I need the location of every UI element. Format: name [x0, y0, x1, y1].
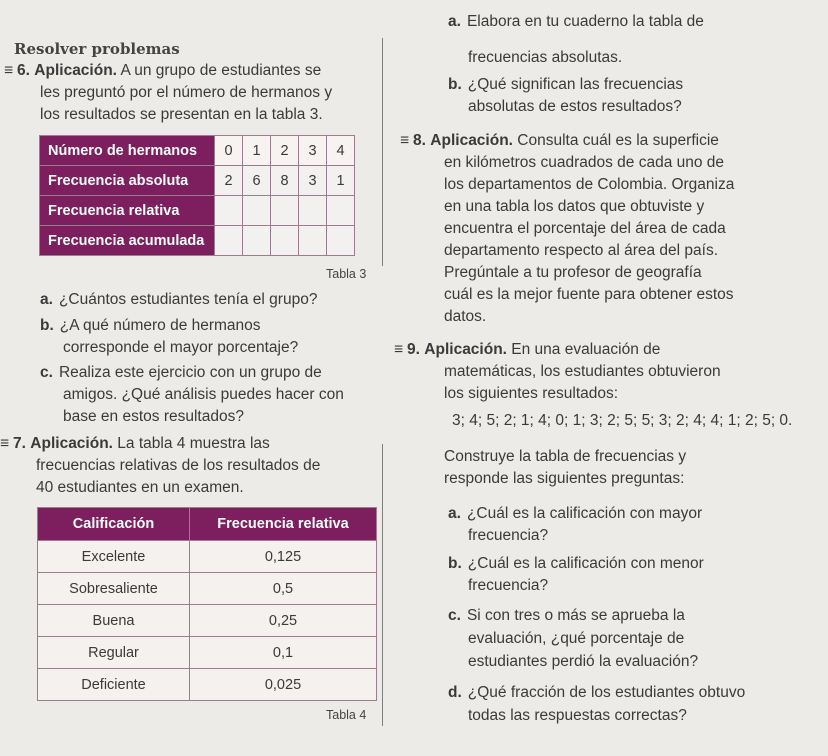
table-cell: 0,5 — [190, 573, 377, 605]
table-3 — [39, 135, 355, 256]
exercise-9a-line-2: frecuencia? — [468, 527, 549, 544]
exercise-heading: Aplicación. — [34, 62, 117, 79]
item-label: a. — [448, 505, 461, 522]
exercise-number: 9. — [407, 341, 420, 358]
exercise-text: A un grupo de estudiantes se — [120, 62, 322, 79]
item-b-line-2: absolutas de estos resultados? — [468, 98, 682, 115]
column-divider-bottom — [382, 444, 383, 726]
table-cell: Deficiente — [38, 669, 190, 701]
menu-icon: ≡ — [400, 132, 410, 149]
table-cell — [327, 226, 355, 256]
table-row — [38, 605, 377, 637]
item-label: b. — [448, 555, 462, 572]
exercise-9-title-line — [394, 339, 660, 362]
exercise-text: La tabla 4 muestra las — [117, 435, 270, 452]
exercise-9c-line-2: evaluación, ¿qué porcentaje de — [468, 630, 685, 647]
table-cell: 4 — [327, 136, 355, 166]
exercise-6b-line-2: corresponde el mayor porcentaje? — [63, 339, 299, 356]
exercise-9-data: 3; 4; 5; 2; 1; 4; 0; 1; 3; 2; 5; 5; 3; 2; 4; 4; 1; 2; 5; 0. — [452, 412, 793, 429]
table-cell: 0,025 — [190, 669, 377, 701]
item-label: a. — [448, 13, 461, 30]
table-row — [38, 541, 377, 573]
table-row — [38, 637, 377, 669]
item-text: Si con tres o más se aprueba la — [466, 607, 685, 624]
table-cell — [271, 196, 299, 226]
item-text: ¿Cuál es la calificación con mayor — [466, 505, 703, 522]
table-4-caption: Tabla 4 — [326, 708, 367, 722]
exercise-6-line-2: les preguntó por el número de hermanos y — [40, 84, 333, 101]
table-cell — [327, 196, 355, 226]
item-label: a. — [40, 291, 53, 308]
table-cell: 2 — [215, 166, 243, 196]
table-cell: 3 — [299, 166, 327, 196]
menu-icon: ≡ — [4, 62, 14, 79]
exercise-number: 8. — [413, 132, 426, 149]
exercise-number: 6. — [17, 62, 30, 79]
column-divider-top — [382, 38, 383, 266]
exercise-9-instruction-2: responde las siguientes preguntas: — [444, 470, 685, 487]
table-row — [38, 573, 377, 605]
exercise-9-instruction-1: Construye la tabla de frecuencias y — [444, 448, 687, 465]
exercise-text: En una evaluación de — [511, 341, 661, 358]
table-row — [40, 136, 355, 166]
exercise-9b — [448, 553, 704, 576]
exercise-8-line-2: en kilómetros cuadrados de cada uno de — [444, 154, 725, 171]
exercise-8-line-3: los departamentos de Colombia. Organiza — [444, 176, 735, 193]
table-cell — [215, 196, 243, 226]
exercise-9c — [448, 605, 685, 628]
item-label: c. — [40, 364, 53, 381]
exercise-heading: Aplicación. — [30, 435, 113, 452]
row-header: Número de hermanos — [40, 136, 215, 166]
table-cell — [243, 196, 271, 226]
exercise-9a — [448, 503, 702, 526]
item-text: ¿Qué significan las frecuencias — [467, 76, 684, 93]
exercise-7-line-3: 40 estudiantes en un examen. — [36, 479, 244, 496]
exercise-number: 7. — [13, 435, 26, 452]
table-cell — [215, 226, 243, 256]
item-text: Realiza este ejercicio con un grupo de — [58, 364, 322, 381]
exercise-9d-line-2: todas las respuestas correctas? — [468, 707, 687, 724]
exercise-heading: Aplicación. — [430, 132, 513, 149]
table-cell: Excelente — [38, 541, 190, 573]
item-label: b. — [40, 317, 54, 334]
exercise-6a — [40, 289, 317, 312]
exercise-6-title-line — [4, 60, 321, 83]
table-cell — [243, 226, 271, 256]
column-header: Calificación — [38, 508, 190, 541]
exercise-9-line-2: matemáticas, los estudiantes obtuvieron — [444, 363, 721, 380]
table-cell: 0,25 — [190, 605, 377, 637]
table-cell: 1 — [327, 166, 355, 196]
exercise-heading: Aplicación. — [424, 341, 507, 358]
table-cell — [299, 226, 327, 256]
item-text: ¿Cuál es la calificación con menor — [467, 555, 704, 572]
row-header: Frecuencia absoluta — [40, 166, 215, 196]
exercise-7-line-2: frecuencias relativas de los resultados de — [36, 457, 321, 474]
table-cell: 6 — [243, 166, 271, 196]
table-header-row — [38, 508, 377, 541]
exercise-9d — [448, 682, 745, 705]
table-cell: 1 — [243, 136, 271, 166]
exercise-9b-line-2: frecuencia? — [468, 577, 549, 594]
menu-icon: ≡ — [394, 341, 404, 358]
table-cell — [271, 226, 299, 256]
table-row — [40, 196, 355, 226]
exercise-text: Consulta cuál es la superficie — [517, 132, 719, 149]
table-cell — [299, 196, 327, 226]
section-title: Resolver problemas — [14, 40, 180, 58]
item-label: d. — [448, 684, 462, 701]
row-header: Frecuencia relativa — [40, 196, 215, 226]
item-label: c. — [448, 607, 461, 624]
exercise-6-line-3: los resultados se presentan en la tabla 3. — [40, 106, 323, 123]
item-b — [448, 74, 683, 97]
exercise-9-line-3: los siguientes resultados: — [444, 385, 619, 402]
table-cell: 0 — [215, 136, 243, 166]
exercise-8-line-4: en una tabla los datos que obtuviste y — [444, 198, 705, 215]
table-row — [40, 166, 355, 196]
table-cell: 0,1 — [190, 637, 377, 669]
item-text: ¿A qué número de hermanos — [59, 317, 261, 334]
exercise-9c-line-3: estudiantes perdió la evaluación? — [468, 653, 699, 670]
exercise-8-line-6: departamento respecto al área del país. — [444, 242, 719, 259]
exercise-8-line-8: cuál es la mejor fuente para obtener estos — [444, 286, 734, 303]
table-4 — [37, 507, 377, 701]
exercise-6b — [40, 315, 261, 338]
exercise-7-title-line — [0, 433, 270, 456]
exercise-8-line-9: datos. — [444, 308, 487, 325]
table-cell: 8 — [271, 166, 299, 196]
exercise-8-title-line — [400, 130, 719, 153]
menu-icon: ≡ — [0, 435, 10, 452]
exercise-8-line-7: Pregúntale a tu profesor de geografía — [444, 264, 702, 281]
item-text: ¿Qué fracción de los estudiantes obtuvo — [467, 684, 746, 701]
table-cell: Regular — [38, 637, 190, 669]
exercise-8-line-5: encuentra el porcentaje del área de cada — [444, 220, 726, 237]
item-a-line-2: frecuencias absolutas. — [468, 49, 623, 66]
column-header: Frecuencia relativa — [190, 508, 377, 541]
exercise-6c-line-2: amigos. ¿Qué análisis puedes hacer con — [63, 386, 344, 403]
row-header: Frecuencia acumulada — [40, 226, 215, 256]
item-text: ¿Cuántos estudiantes tenía el grupo? — [58, 291, 318, 308]
table-cell: 2 — [271, 136, 299, 166]
table-cell: Buena — [38, 605, 190, 637]
exercise-6c-line-3: base en estos resultados? — [63, 408, 244, 425]
table-cell: 3 — [299, 136, 327, 166]
item-label: b. — [448, 76, 462, 93]
table-cell: 0,125 — [190, 541, 377, 573]
table-3-caption: Tabla 3 — [326, 267, 367, 281]
exercise-6c — [40, 362, 322, 385]
item-a — [448, 11, 704, 34]
table-cell: Sobresaliente — [38, 573, 190, 605]
table-row — [38, 669, 377, 701]
item-text: Elabora en tu cuaderno la tabla de — [466, 13, 704, 30]
table-row — [40, 226, 355, 256]
